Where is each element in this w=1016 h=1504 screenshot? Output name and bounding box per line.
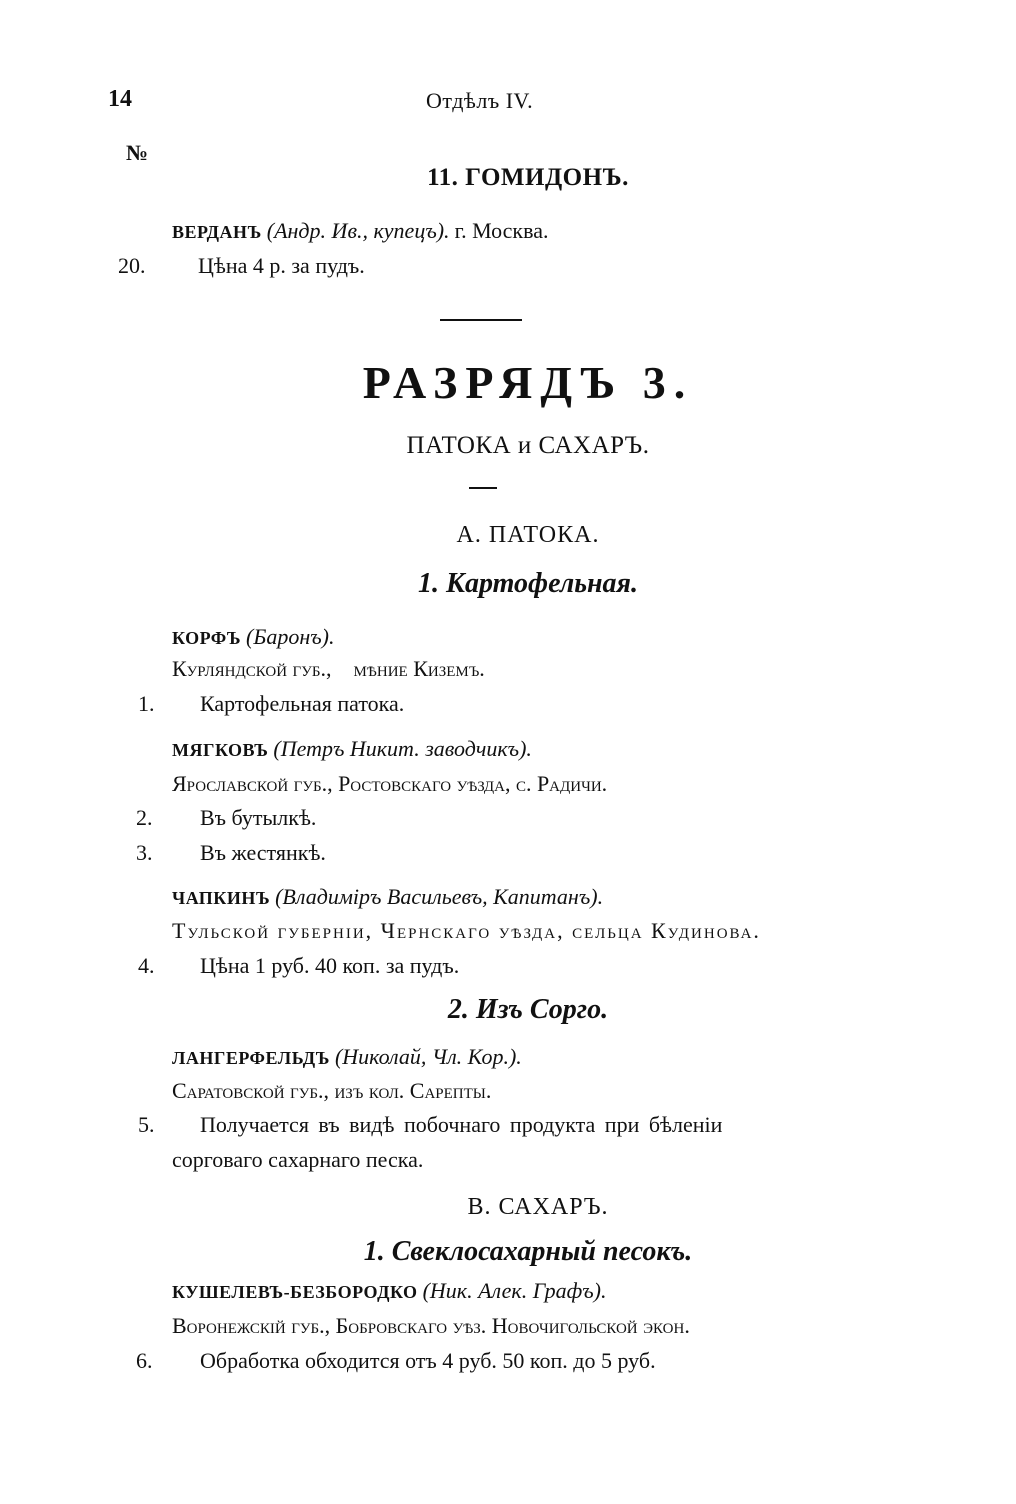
item-text: Обработка обходится отъ 4 руб. 50 коп. до 5 руб. bbox=[200, 1348, 656, 1373]
number-column-sign: № bbox=[126, 140, 149, 165]
entry-name: ВЕРДАНЪ bbox=[172, 222, 262, 242]
category-title-potato: 1. Картофельная. bbox=[418, 568, 638, 599]
item-text: Цѣна 1 руб. 40 коп. за пудъ. bbox=[200, 953, 460, 978]
entry-name: КУШЕЛЕВЪ-БЕЗБОРОДКО bbox=[172, 1282, 418, 1302]
entry-place: Воронежскій губ., Бобровскаго уѣз. Новочигольской экон. bbox=[172, 1313, 690, 1338]
item-number: 5. bbox=[138, 1112, 155, 1137]
entry-description: (Николай, Чл. Кор.). bbox=[334, 1044, 522, 1069]
item-number: 3. bbox=[136, 840, 153, 865]
entry-head-chapkin bbox=[172, 884, 603, 910]
chapter-subtitle: ПАТОКА и САХАРЪ. bbox=[406, 432, 650, 459]
subsection-title-patoka: А. ПАТОКА. bbox=[456, 522, 600, 548]
entry-description: (Баронъ). bbox=[246, 624, 335, 649]
entry-head-myagkov bbox=[172, 736, 532, 762]
item-text-line-1: Получается въ видѣ побочнаго продукта при бѣленіи bbox=[200, 1112, 723, 1137]
entry-description: (Владиміръ Васильевъ, Капитанъ). bbox=[275, 884, 604, 909]
entry-place: г. Москва. bbox=[454, 218, 549, 243]
place-province: Курляндской губ., bbox=[172, 656, 332, 681]
item-number: 2. bbox=[136, 805, 153, 830]
entry-name: МЯГКОВЪ bbox=[172, 740, 269, 760]
item-text-line-2: сорговаго сахарнаго песка. bbox=[172, 1147, 424, 1172]
entry-description: (Андр. Ив., купецъ). bbox=[266, 218, 450, 243]
item-number: 4. bbox=[138, 953, 155, 978]
category-title-beet-sugar: 1. Свеклосахарный песокъ. bbox=[363, 1236, 693, 1267]
short-divider bbox=[469, 487, 497, 489]
entry-place: Саратовской губ., изъ кол. Сарепты. bbox=[172, 1078, 492, 1103]
item-text: Въ бутылкѣ. bbox=[200, 805, 317, 830]
running-head: Отдѣлъ IV. bbox=[426, 88, 534, 113]
subsection-title-sakhar: В. САХАРЪ. bbox=[467, 1194, 609, 1220]
entry-place: Ярославской губ., Ростовскаго уѣзда, с. Радичи. bbox=[172, 771, 608, 796]
chapter-title: РАЗРЯДЪ 3. bbox=[362, 357, 694, 408]
entry-head-langerfeld bbox=[172, 1044, 522, 1070]
item-number: 1. bbox=[138, 691, 155, 716]
entry-name: КОРФЪ bbox=[172, 628, 242, 648]
ornamental-divider bbox=[440, 319, 522, 321]
entry-description: (Петръ Никит. заводчикъ). bbox=[273, 736, 532, 761]
category-title-sorgo: 2. Изъ Сорго. bbox=[447, 994, 609, 1025]
section-title-gomidon: 11. ГОМИДОНЪ. bbox=[427, 164, 629, 191]
entry-name: ЛАНГЕРФЕЛЬДЪ bbox=[172, 1048, 330, 1068]
entry-head-verdan bbox=[172, 218, 548, 244]
entry-place bbox=[172, 656, 485, 682]
entry-place: Тульской губерніи, Чернскаго уѣзда, сельца Кудинова. bbox=[172, 918, 761, 943]
page-number: 14 bbox=[108, 86, 132, 112]
entry-description: (Ник. Алек. Графъ). bbox=[422, 1278, 607, 1303]
item-number: 20. bbox=[118, 253, 146, 278]
entry-head-kushelev bbox=[172, 1278, 606, 1304]
place-estate: мѣние Киземъ. bbox=[353, 656, 485, 681]
entry-head-korf bbox=[172, 624, 335, 650]
item-number: 6. bbox=[136, 1348, 153, 1373]
item-text: Цѣна 4 р. за пудъ. bbox=[198, 253, 365, 278]
item-text: Картофельная патока. bbox=[200, 691, 405, 716]
item-text: Въ жестянкѣ. bbox=[200, 840, 326, 865]
entry-name: ЧАПКИНЪ bbox=[172, 888, 271, 908]
